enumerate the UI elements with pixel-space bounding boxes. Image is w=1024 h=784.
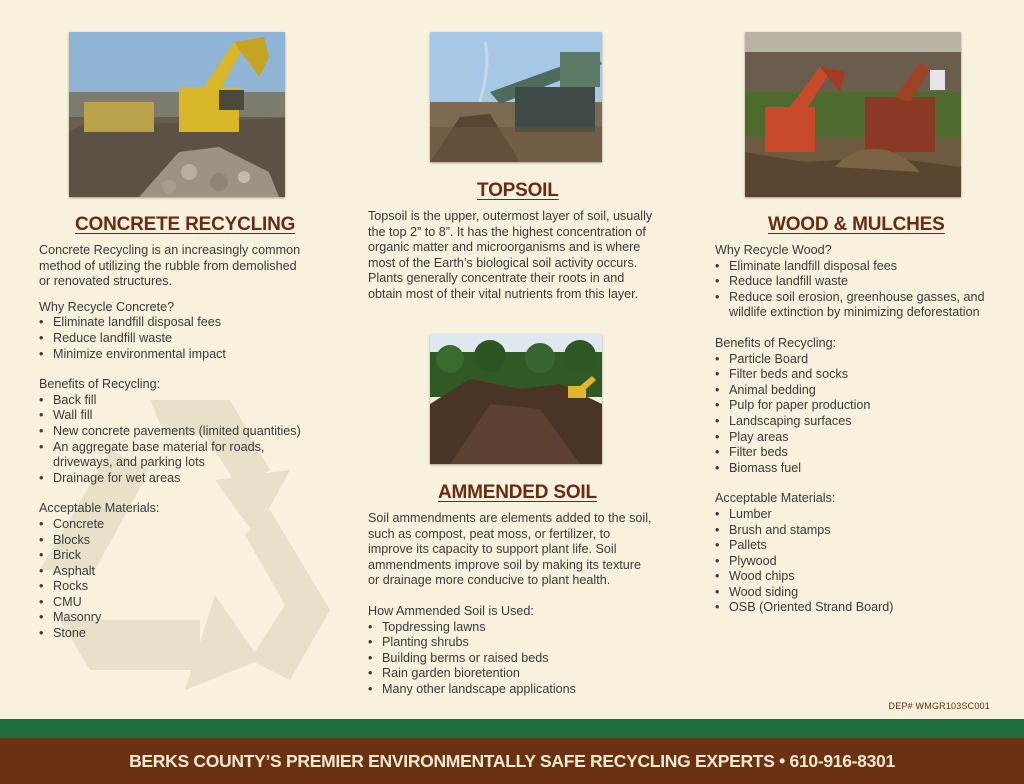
- list-item: • Wall fill: [39, 408, 311, 424]
- list-item: • Brush and stamps: [715, 523, 997, 539]
- list-item: • Topdressing lawns: [368, 620, 654, 636]
- concrete-why-heading: Why Recycle Concrete?: [39, 299, 175, 314]
- list-item: • Filter beds and socks: [715, 367, 997, 383]
- list-item: • Wood siding: [715, 585, 997, 601]
- list-item: • Rain garden bioretention: [368, 666, 654, 682]
- topsoil-section: [368, 209, 660, 303]
- wood-materials-heading: Acceptable Materials:: [715, 491, 836, 506]
- ammended-body: Soil ammendments are elements added to the soil, such as compost, peat moss, or fertilizer, to improve its capacity to support plant life. Soil ammendments improve soil by making its texture or drainage more conducive to plant health.: [368, 511, 652, 588]
- footer-tagline: BERKS COUNTY’S PREMIER ENVIRONMENTALLY SAFE RECYCLING EXPERTS • 610-916-8301: [129, 751, 895, 771]
- list-item: • Planting shrubs: [368, 635, 654, 651]
- green-divider-bar: [0, 719, 1024, 738]
- list-item: • New concrete pavements (limited quantities): [39, 424, 311, 440]
- concrete-materials-list: [39, 517, 311, 642]
- list-item: • Particle Board: [715, 352, 997, 368]
- wood-materials-list: [715, 507, 997, 616]
- list-item: • Biomass fuel: [715, 461, 997, 477]
- dep-code: DEP# WMGR103SC001: [888, 701, 990, 711]
- ammended-heading: AMMENDED SOIL: [438, 482, 597, 503]
- list-item: • Minimize environmental impact: [39, 347, 311, 363]
- list-item: • Back fill: [39, 393, 311, 409]
- list-item: • Lumber: [715, 507, 997, 523]
- list-item: • Rocks: [39, 579, 311, 595]
- list-item: • Eliminate landfill disposal fees: [715, 259, 997, 275]
- list-item: • OSB (Oriented Strand Board): [715, 600, 997, 616]
- wood-why-heading: Why Recycle Wood?: [715, 243, 832, 257]
- list-item: • Play areas: [715, 430, 997, 446]
- list-item: • Landscaping surfaces: [715, 414, 997, 430]
- wood-benefits-heading: Benefits of Recycling:: [715, 335, 837, 350]
- list-item: • Masonry: [39, 610, 311, 626]
- list-item: • CMU: [39, 595, 311, 611]
- list-item: • Concrete: [39, 517, 311, 533]
- concrete-intro: Concrete Recycling is an increasingly common method of utilizing the rubble from demolished or renovated structures.: [39, 243, 301, 289]
- list-item: • Many other landscape applications: [368, 682, 654, 698]
- concrete-section: [39, 243, 311, 642]
- ammended-soil-photo: [430, 334, 602, 464]
- wood-photo: [745, 32, 961, 197]
- topsoil-body: Topsoil is the upper, outermost layer of soil, usually the top 2” to 8”. It has the highest concentration of organic matter and microorganisms and is where most of the Earth’s biological soil activity occurs. Plants generally concentrate their roots in and obtain most of their vital nutrients from this layer.: [368, 209, 653, 301]
- concrete-benefits-heading: Benefits of Recycling:: [39, 377, 161, 392]
- list-item: • An aggregate base material for roads, driveways, and parking lots: [39, 440, 283, 471]
- ammended-uses-heading: How Ammended Soil is Used:: [368, 603, 534, 618]
- list-item: • Reduce soil erosion, greenhouse gasses, and wildlife extinction by minimizing deforestation: [715, 290, 997, 321]
- list-item: • Filter beds: [715, 445, 997, 461]
- concrete-photo: [69, 32, 285, 197]
- concrete-materials-heading: Acceptable Materials:: [39, 501, 160, 516]
- list-item: • Reduce landfill waste: [39, 331, 311, 347]
- list-item: • Drainage for wet areas: [39, 471, 311, 487]
- wood-why-list: [715, 259, 997, 321]
- list-item: • Plywood: [715, 554, 997, 570]
- list-item: • Building berms or raised beds: [368, 651, 654, 667]
- list-item: • Pallets: [715, 538, 997, 554]
- concrete-benefits-list: [39, 393, 311, 487]
- list-item: • Asphalt: [39, 564, 311, 580]
- list-item: • Brick: [39, 548, 311, 564]
- list-item: • Animal bedding: [715, 383, 997, 399]
- topsoil-photo: [430, 32, 602, 162]
- topsoil-heading: TOPSOIL: [477, 180, 559, 201]
- list-item: • Pulp for paper production: [715, 398, 997, 414]
- ammended-section: [368, 511, 654, 698]
- list-item: • Wood chips: [715, 569, 997, 585]
- list-item: • Eliminate landfill disposal fees: [39, 315, 311, 331]
- list-item: • Stone: [39, 626, 311, 642]
- concrete-heading: CONCRETE RECYCLING: [75, 214, 296, 235]
- list-item: • Blocks: [39, 533, 311, 549]
- concrete-why-list: [39, 315, 311, 362]
- wood-benefits-list: [715, 352, 997, 477]
- ammended-uses-list: [368, 620, 654, 698]
- list-item: • Reduce landfill waste: [715, 274, 997, 290]
- wood-section: [715, 243, 997, 616]
- wood-heading: WOOD & MULCHES: [768, 214, 945, 235]
